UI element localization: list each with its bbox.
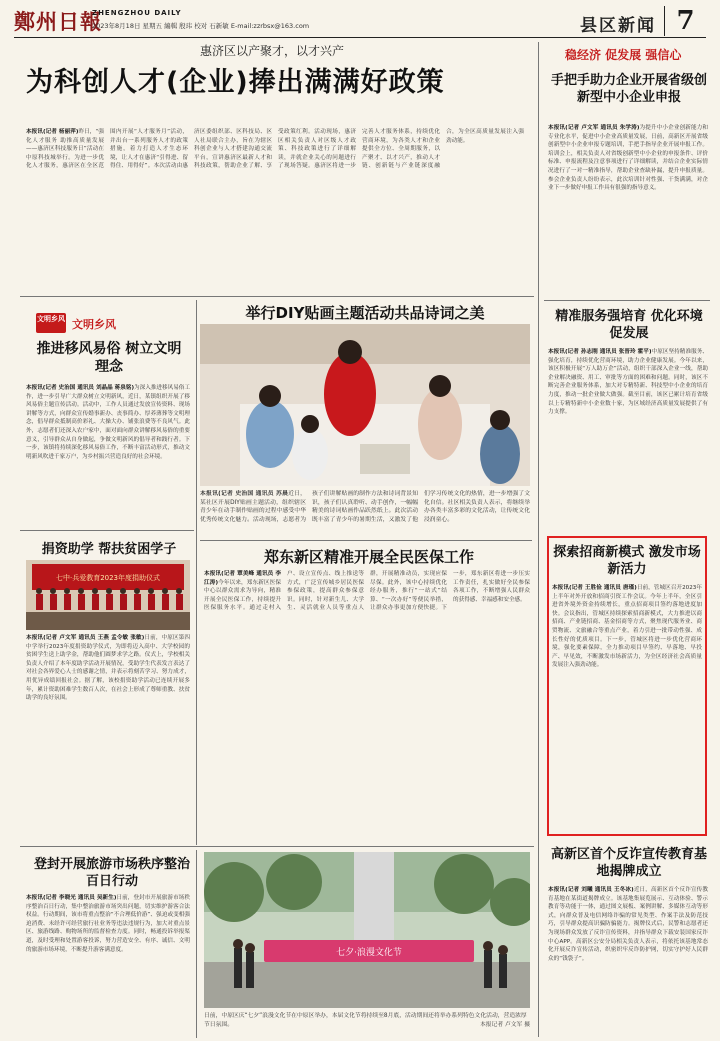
diy-photo-image	[200, 324, 530, 486]
fitness-byline: 本报讯(记者 覃美峰 通讯员 李江涛)	[204, 571, 281, 586]
right-mid-body	[548, 348, 708, 528]
fitness-text: 今年以来，郑东新区医保中心以群众需求为导向，精准开展全民医保工作，持续提升医保服务水平。通过走村入户、设立宣传点、线上推送等方式，广泛宣传城乡居民医保参保政策，提高群众参保意识。同时，针对新生儿、大学生、灵活就业人员等重点人群，开展精准动员，实现应保尽保。此外，该中心持续优化经办服务，推行“一站式”结算、“一次办好”等便民举措，让群众办事更加方便快捷。下一步，郑东新区将进一步压实工作责任，扎实做好全民参保各项工作，不断增强人民群众的获得感、幸福感和安全感。	[204, 571, 530, 612]
tourism-headline: 登封开展旅游市场秩序整治百日行动	[33, 857, 190, 889]
right-top-headline: 手把手助力企业开展省级创新型中小企业申报	[550, 73, 707, 105]
festival-photo-image	[204, 852, 530, 1008]
diy-caption-text: 近日，某社区开展DIY贴画主题活动，组织辖区青少年在动手制作贴画的过程中感受中华优秀传统文化魅力。活动现场，志愿者为孩子们讲解贴画的制作方法和诗词背景知识，孩子们认真聆听、动手创作，一幅幅精美的诗词贴画作品跃然纸上。此次活动既丰富了青少年的暑期生活，又激发了他们学习传统文化的热情，进一步增强了文化自信。社区相关负责人表示，将继续举办各类丰富多彩的文化活动，让传统文化浸润童心。	[200, 491, 530, 523]
festival-photo	[204, 852, 530, 1008]
fitness-headline: 郑东新区精准开展全民医保工作	[263, 548, 474, 566]
culture-body	[26, 384, 190, 524]
culture-headline: 推进移风易俗 树立文明理念	[36, 341, 182, 375]
newspaper-pinyin: ZHENGZHOU DAILY	[92, 9, 182, 17]
date-line: 2023年8月18日 星期五 編輯 殷玮 校对 石新敏 E-mail:zzrbsx@163.com	[92, 22, 310, 30]
section-rule	[20, 846, 534, 847]
right-bottom-text: 近日，高新区首个反诈宣传教育基地在某街道揭牌成立。该基地集展览展示、互动体验、警示教育等功能于一体，通过图文展板、案例讲解、多媒体互动等形式，向群众普及电信网络诈骗的常见类型、作案手法及防范技巧，引导群众提高识骗防骗能力。揭牌仪式后，民警和志愿者还为现场群众发放了反诈宣传资料，并指导群众下载安装国家反诈中心APP。高新区公安分局相关负责人表示，将依托该基地常态化开展反诈宣传活动，织密织牢反诈防护网，切实守护好人民群众的“钱袋子”。	[548, 887, 708, 962]
column-rule	[538, 42, 539, 1037]
tourism-text: 日前，登封市开展旅游市场秩序整治百日行动，集中整治旅游市场突出问题，切实维护游客合法权益。行动期间，该市将重点整治“不合理低价游”、强迫或变相强迫消费、未经许可经营旅行社业务等违法违规行为，加大对重点景区、旅游线路、购物场所的监督检查力度。同时，畅通投诉举报渠道，及时受理和处置游客投诉，努力营造安全、有序、诚信、文明的旅游市场环境，不断提升游客满意度。	[26, 895, 190, 953]
festival-caption-text: 日前，中原区庆“七夕”浪漫文化节在中原区举办，本届文化节将持续至8月底，活动期间还将举办系列特色文化活动，营造浓厚节日氛围。	[204, 1013, 527, 1028]
lead-body	[26, 128, 524, 288]
masthead	[14, 6, 706, 38]
column-rule	[196, 300, 197, 845]
lead-text: 昨日，“强化人才服务 助推高质量发展——惠济区科技服务日”活动在中原科技城举行。为进一步优化人才服务，惠济区在全区范围内开展“人才服务月”活动，并出台一系列服务人才的政策措施，着力打造人才生态环境，让人才在惠济“引得进、留得住、用得好”。本次活动由惠济区委组织部、区科技局、区人社局联合主办，旨在为辖区科创企业与人才搭建沟通交流平台，宣讲惠济区最新人才和科技政策，帮助企业了解、享受政策红利。活动现场，惠济区相关负责人对区级人才政策、科技政策进行了详细解读，并就企业关心的问题进行了现场答疑。惠济区将进一步完善人才服务体系，持续优化营商环境，为各类人才和企业提供全方位、全周期服务，以产聚才、以才兴产，推动人才链、创新链与产业链深度融合，为全区高质量发展注入强劲动能。	[26, 129, 524, 170]
diy-headline: 举行DIY贴画主题活动共品诗词之美	[245, 304, 485, 322]
culture-byline: 本报讯(记者 史治国 通讯员 刘晶晶 蒋泉铭)	[26, 385, 135, 391]
festival-caption	[204, 1012, 530, 1038]
lead-kicker: 惠济区以产聚才，以才兴产	[200, 44, 345, 58]
charity-body	[26, 634, 190, 840]
section-rule	[544, 300, 710, 301]
tag-badge: 文明乡风	[36, 313, 66, 333]
right-top-byline: 本报讯(记者 卢文军 通讯员 朱学涛)	[548, 125, 640, 131]
charity-headline: 捐资助学 帮扶贫困学子	[41, 542, 177, 557]
charity-byline: 本报讯(记者 卢文军 通讯员 王燕 孟令敏 张敏)	[26, 635, 145, 641]
section-rule	[20, 530, 194, 531]
newspaper-logo: 鄭州日報	[14, 9, 102, 34]
lead-headline: 为科创人才(企业)捧出满满好政策	[26, 67, 445, 98]
lead-byline: 本报讯(记者 杨丽萍)	[26, 129, 79, 135]
charity-photo-image	[26, 560, 190, 630]
column-rule	[196, 850, 197, 1038]
highlight-headline: 探索招商新模式 激发市场新活力	[553, 545, 701, 577]
diy-caption-byline: 本报讯(记者 史治国 通讯员 苏晨	[200, 491, 289, 497]
section-rule	[20, 296, 534, 297]
right-kicker: 稳经济 促发展 强信心	[565, 48, 682, 62]
page-number: 7	[664, 6, 706, 36]
right-bottom-body	[548, 886, 708, 1036]
section-rule	[200, 540, 532, 541]
right-bottom-byline: 本报讯(记者 刘曦 通讯员 王冬冰)	[548, 887, 634, 893]
charity-photo	[26, 560, 190, 630]
right-top-body	[548, 124, 708, 292]
festival-banner-text: 七夕·浪漫文化节	[336, 948, 402, 958]
festival-caption-credit: 本报记者 卢文军 摄	[479, 1021, 530, 1028]
right-bottom-headline: 高新区首个反诈宣传教育基地揭牌成立	[550, 847, 707, 879]
tourism-body	[26, 894, 190, 1036]
section-title: 县区新闻	[580, 16, 656, 36]
right-mid-headline: 精准服务强培育 优化环境促发展	[555, 309, 703, 341]
charity-text: 日前，中原区第四中学举行2023年度捐资助学仪式，为即将迈入高中、大学校园的贫困学生送上助学金，帮助他们圆梦求学之路。仪式上，学校相关负责人介绍了本年度助学活动开展情况，受助学生代表发言表达了对社会各界爱心人士的感谢之情，并表示将刻苦学习、努力成才，用优异成绩回报社会。据了解，该校捐资助学活动已连续开展多年，累计资助困难学生数百人次，在社会上形成了尊师重教、扶贫助学的良好氛围。	[26, 635, 190, 702]
tag-label: 文明乡风	[72, 318, 116, 331]
tourism-byline: 本报讯(记者 李晓光 通讯员 吴新生)	[26, 895, 117, 901]
highlight-byline: 本报讯(记者 王胜俭 通讯员 唐瑾)	[552, 585, 637, 591]
highlight-text: 日前，管城区召开2023年上半年对外开放和招商引资工作会议。今年上半年，全区引进省外境外资金持续增长，重点招商项目签约落地进度加快。会议指出，管城区持续探索招商新模式，大力推进以商招商、产业链招商、基金招商等方式，聚焦现代服务业、商贸物流、文旅融合等重点产业，着力引进一批带动性强、成长性好的优质项目。下一步，管城区将进一步优化营商环境，强化要素保障，全力推动项目早签约、早落地、早投产、早见效，不断激发市场新活力，为全区经济社会高质量发展注入强劲动能。	[552, 585, 702, 669]
fitness-body	[204, 570, 530, 842]
charity-banner-text: 七中·兵爱教育2023年度捐助仪式	[55, 574, 161, 582]
culture-text: 为深入推进移风易俗工作，进一步引导广大群众树立文明新风，近日，某镇组织开展了移风易俗主题宣传活动。活动中，工作人员通过发放宣传资料、现场讲解等方式，向群众宣传婚事新办、丧事简办、厚养薄葬等文明理念，倡导群众抵制高价彩礼、大操大办、铺张浪费等不良风气。此外，志愿者们还深入农户家中，面对面向群众讲解移风易俗的重要意义，引导群众从自身做起，争做文明新风的倡导者和践行者。下一步，该镇将持续深化移风易俗工作，不断丰富活动形式，推动文明新风吹进千家万户，为乡村振兴营造良好的社会环境。	[26, 385, 190, 460]
right-top-text: 为提升中小企业创新能力和专业化水平，促进中小企业高质量发展，日前，高新区开展省级创新型中小企业申报专题培训，手把手指导企业开展申报工作。培训会上，相关负责人对省级创新型中小企业的申报条件、评价标准、申报流程及注意事项进行了详细解读，并结合企业实际情况进行了一对一精准指导，帮助企业查缺补漏，提升申报质量。参会企业负责人纷纷表示，此次培训针对性强、干货满满，对企业下一步做好申报工作具有很强的指导意义。	[548, 125, 708, 192]
right-mid-byline: 本报讯(记者 孙志刚 通讯员 张晋玲 霍平)	[548, 349, 652, 355]
highlight-body	[552, 584, 702, 830]
right-mid-text: 中原区坚持精准服务、强化培育，持续优化营商环境，助力企业健康发展。今年以来，该区积极开展“万人助万企”活动，组织干部深入企业一线，帮助企业解决融资、用工、审批等方面的困难和问题。同时，该区不断完善企业服务体系，加大对专精特新、科技型中小企业的培育力度，推动一批企业做大做强。截至目前，该区已累计培育省级以上专精特新中小企业数十家，为区域经济高质量发展提供了有力支撑。	[548, 349, 708, 416]
diy-photo	[200, 324, 530, 486]
diy-caption	[200, 490, 530, 534]
